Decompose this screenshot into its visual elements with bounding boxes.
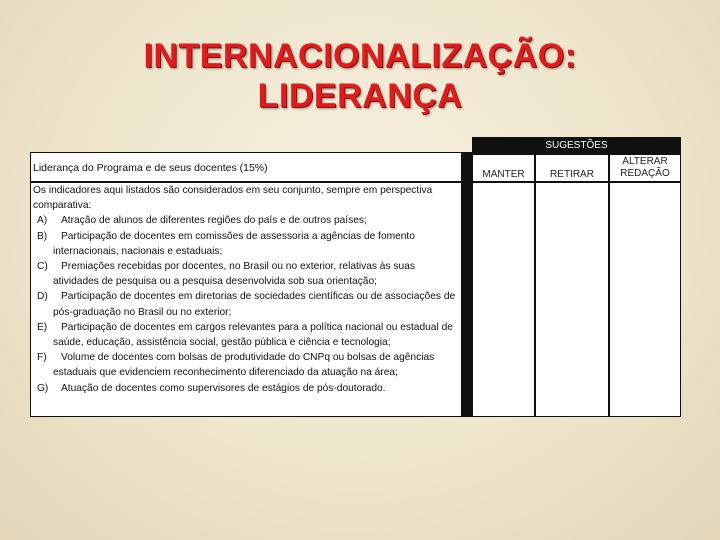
indicator-text: Volume de docentes com bolsas de produtividade do CNPq ou bolsas de agências estaduais que evidenciem reconhecimento diferenciado da atuação na área; xyxy=(53,352,435,379)
indicators-cell xyxy=(30,182,462,417)
row-header: Liderança do Programa e de seus docentes (15%) xyxy=(30,152,462,182)
table-divider xyxy=(462,152,472,417)
retirar-cell xyxy=(535,182,609,417)
indicator-label: E) xyxy=(37,321,48,333)
indicator-item xyxy=(33,320,459,350)
indicator-text: Participação de docentes em diretorias de sociedades científicas ou de associações de pós-graduação no Brasil ou no exterior; xyxy=(53,291,456,318)
indicator-item xyxy=(33,213,459,228)
column-header-manter xyxy=(472,154,535,182)
column-header-label: MANTER xyxy=(482,169,525,180)
indicator-text: Premiações recebidas por docentes, no Brasil ou no exterior, relativas às suas atividades de pesquisa ou a pesquisa desenvolvida sob sua orientação; xyxy=(53,261,415,288)
indicator-label: B) xyxy=(37,230,48,242)
indicator-text: Atração de alunos de diferentes regiões do país e de outros países; xyxy=(61,215,367,227)
indicator-item xyxy=(33,381,459,396)
column-header-label: RETIRAR xyxy=(550,169,594,180)
manter-cell xyxy=(472,182,535,417)
suggestions-header: SUGESTÕES xyxy=(472,137,681,154)
column-header-label: ALTERAR REDAÇÃO xyxy=(620,156,670,179)
column-header-retirar xyxy=(535,154,609,182)
indicator-label: C) xyxy=(37,261,48,273)
indicators-intro: Os indicadores aqui listados são considerados em seu conjunto, sempre em perspectiva comparativa: xyxy=(33,185,433,212)
indicator-text: Participação de docentes em cargos relevantes para a política nacional ou estadual de saúde, educação, assistência social, gestão pública e ciência e tecnologia; xyxy=(53,321,453,349)
indicator-item xyxy=(33,229,459,259)
indicator-text: Participação de docentes em comissões de assessoria a agências de fomento internacionais, nacionais e estaduais; xyxy=(53,230,415,257)
indicator-item xyxy=(33,289,459,319)
indicator-label: G) xyxy=(37,382,49,394)
indicator-item xyxy=(33,350,459,380)
alterar-redacao-cell xyxy=(609,182,681,417)
indicator-label: A) xyxy=(37,215,48,227)
indicator-label: D) xyxy=(37,291,48,303)
indicator-text: Atuação de docentes como supervisores de estágios de pós-doutorado. xyxy=(61,382,386,394)
indicator-item xyxy=(33,259,459,289)
slide-title-line1: INTERNACIONALIZAÇÃO: xyxy=(143,37,577,75)
indicator-label: F) xyxy=(37,352,47,364)
slide-title-line2: LIDERANÇA xyxy=(257,77,463,115)
column-header-alterar-redacao xyxy=(609,154,681,182)
